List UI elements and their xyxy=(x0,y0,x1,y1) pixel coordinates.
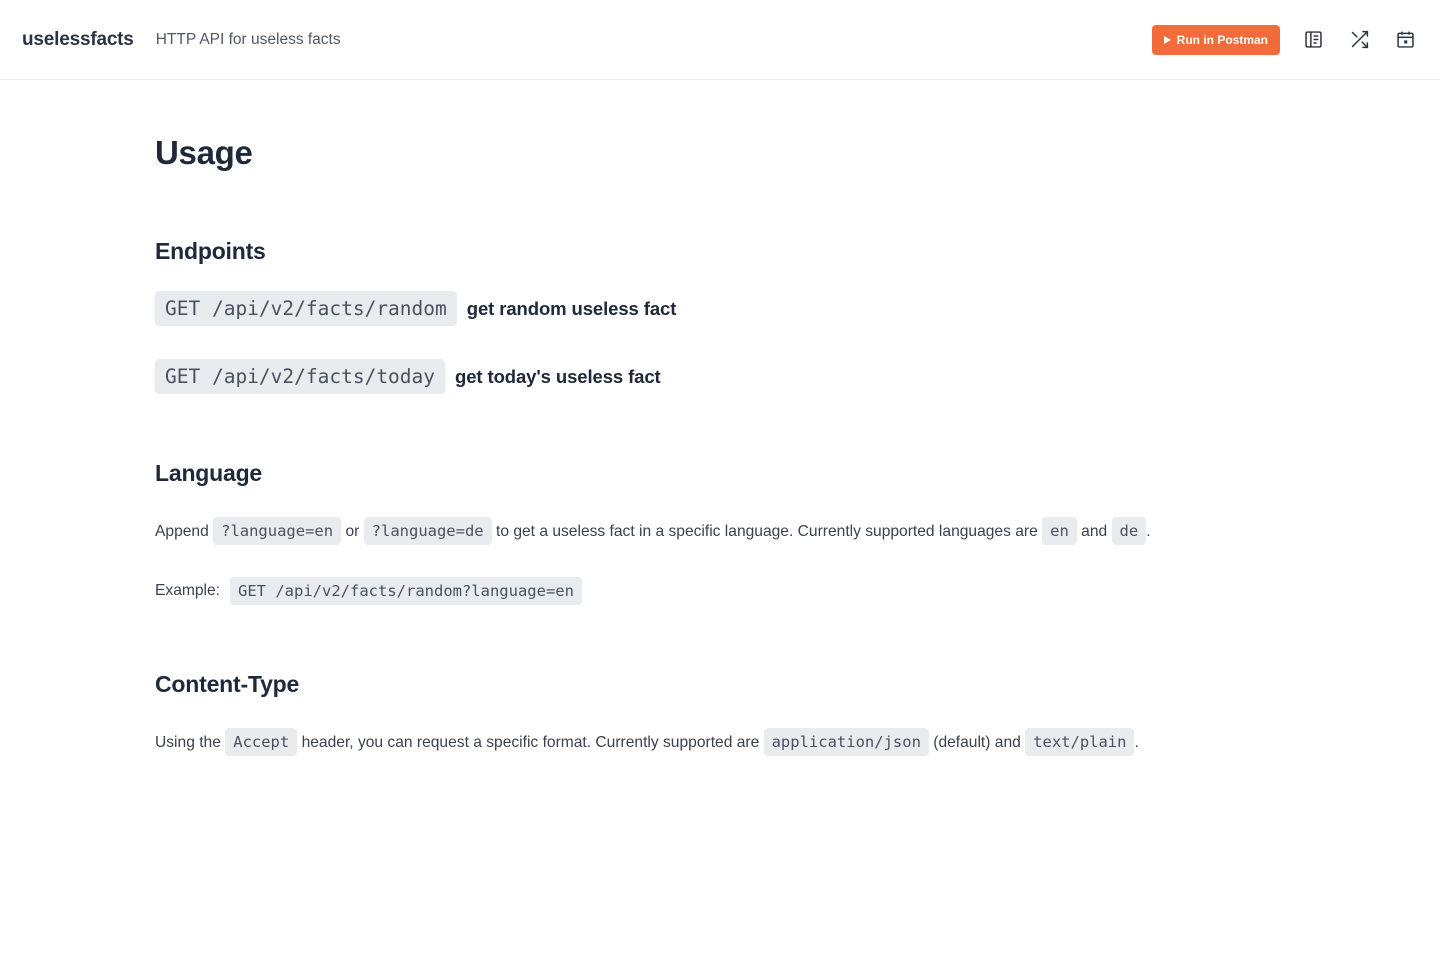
site-logo[interactable]: uselessfacts xyxy=(22,28,134,50)
language-example-row xyxy=(155,577,1285,605)
language-text-2: or xyxy=(345,523,360,540)
code-language-de-param: ?language=de xyxy=(364,517,492,545)
content-type-text-1: Using the xyxy=(155,734,221,751)
endpoint-code-random: GET /api/v2/facts/random xyxy=(155,291,457,326)
top-header-bar xyxy=(0,0,1440,80)
content-type-text-3: (default) and xyxy=(933,734,1021,751)
page-title: Usage xyxy=(155,134,253,171)
endpoint-label-random: get random useless fact xyxy=(466,297,677,319)
section-heading-language: Language xyxy=(155,460,263,486)
content-type-text-4: . xyxy=(1134,734,1139,751)
section-heading-endpoints: Endpoints xyxy=(155,238,266,264)
content-type-paragraph xyxy=(155,725,1285,760)
calendar-icon[interactable] xyxy=(1392,27,1418,53)
example-label: Example: xyxy=(155,582,221,599)
code-lang-en: en xyxy=(1042,517,1077,545)
code-accept-header: Accept xyxy=(225,728,297,756)
code-application-json: application/json xyxy=(764,728,929,756)
language-paragraph xyxy=(155,514,1285,549)
endpoint-label-today: get today's useless fact xyxy=(455,365,661,387)
example-code: GET /api/v2/facts/random?language=en xyxy=(230,577,582,605)
site-tagline: HTTP API for useless facts xyxy=(155,30,341,48)
run-in-postman-label: Run in Postman xyxy=(1176,32,1268,47)
language-text-3: to get a useless fact in a specific language. Currently supported languages are xyxy=(495,523,1038,540)
main-content xyxy=(0,80,1440,760)
code-language-en-param: ?language=en xyxy=(213,517,341,545)
endpoint-row xyxy=(155,359,1285,394)
language-text-5: . xyxy=(1146,523,1151,540)
code-text-plain: text/plain xyxy=(1025,728,1134,756)
section-heading-content-type: Content-Type xyxy=(155,671,300,697)
run-in-postman-button[interactable] xyxy=(1152,25,1280,55)
endpoint-code-today: GET /api/v2/facts/today xyxy=(155,359,445,394)
code-lang-de: de xyxy=(1112,517,1147,545)
header-actions xyxy=(1152,25,1418,55)
language-text-1: Append xyxy=(155,523,209,540)
content-type-text-2: header, you can request a specific format. Currently supported are xyxy=(301,734,760,751)
shuffle-icon[interactable] xyxy=(1346,27,1372,53)
play-icon xyxy=(1164,36,1171,44)
book-icon[interactable] xyxy=(1300,27,1326,53)
endpoint-row xyxy=(155,291,1285,326)
language-text-4: and xyxy=(1081,523,1108,540)
